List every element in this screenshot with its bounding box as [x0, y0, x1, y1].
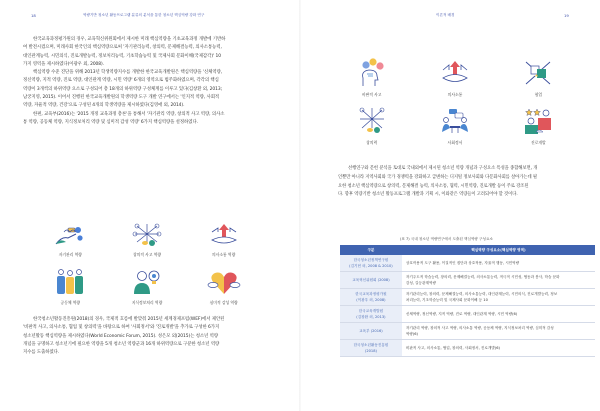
running-header: 이론적 배경 — [436, 13, 455, 17]
social-emotional-icon — [440, 106, 470, 136]
self-management-icon — [54, 222, 86, 248]
text-line: 청소년활동 핵심역량을 제시하였다(World Economic Forum, 2015). 성은모 외(2015)는 청소년 역량 — [23, 333, 219, 339]
critical-thinking-icon — [357, 58, 387, 88]
icon-label: 의사소통 — [447, 92, 463, 97]
text-line: 여 발전시켰으며, 미래사회 한국인의 핵심역량으로써 '자기관리능력, 창의력, 문제해결능력, 의사소통능력, — [23, 45, 222, 51]
icon-item — [330, 106, 413, 146]
right-page — [300, 0, 600, 411]
icon-label: 진로개발 — [530, 140, 546, 145]
value-line: 감성, 갈등관계역량 — [405, 281, 436, 285]
text-line: 다. 향후 역량기반 청소년 활동프로그램 개발과 기획 시, 이와같은 역량들이 고려되어야 할 것이다. — [338, 192, 518, 198]
icon-label: 사회정서 — [447, 140, 463, 145]
source-cell — [340, 289, 402, 306]
table-row — [340, 255, 595, 272]
value-line: 자기관리 역량, 창의적 사고 역량, 의사소통 역량, 공동체 역량, 지식정보처리 역량, 심미적 감성 — [405, 326, 554, 330]
icon-item — [497, 106, 580, 146]
value-cell — [402, 272, 595, 289]
value-line: 처리능력, 기초학습능력 및 국제사회 문화이해 등 10 — [405, 298, 488, 302]
table-row — [340, 272, 595, 289]
icon-item — [32, 268, 109, 306]
creativity-icon — [357, 106, 387, 136]
running-header: 역량기반 청소년 활동프로그램 분류의 분석을 통한 청소년 핵심역량 강화 연구 — [83, 13, 205, 17]
text-line: 역량이 3개씩의 하위역량 요소로 구성되어 총 18개의 하위역량 구성체계를 이루고 있다(김창환 외, 2013; — [23, 86, 223, 92]
icon-label: 창의적 사고 역량 — [132, 252, 162, 257]
knowledge-processing-icon — [131, 268, 163, 296]
source-cell — [340, 323, 402, 340]
communication-icon — [208, 222, 240, 248]
source-line: (김창환 외, 2013) — [356, 315, 386, 319]
table-row — [340, 306, 595, 323]
text-line: 요한 청소년 핵심역량으로 창의력, 문제해결 능력, 의사소통, 협력, 시민역량, 진로개발 등이 주로 강조된 — [338, 183, 529, 189]
core-competency-icon-grid — [330, 58, 580, 146]
page-number: 19 — [564, 13, 569, 18]
table-row — [340, 323, 595, 340]
table-caption: (표 7) 국내 청소년 역량연구에서 도출된 핵심역량 구성요소 — [400, 237, 493, 241]
icon-item — [32, 222, 109, 258]
value-cell — [402, 306, 595, 323]
competency-table — [340, 245, 595, 357]
table-row — [340, 289, 595, 306]
body-text-top — [23, 36, 225, 127]
text-line: 남궁지영, 2015). 이어서 진행된 한국교육개발원의 학생역량 도구 개발 연구에서는 '인지적 역량, 사회적 — [23, 95, 220, 101]
communication-icon — [440, 58, 470, 88]
table-row — [340, 340, 595, 357]
column-header: 핵심역량 구성요소(핵심역량 영역) — [402, 245, 595, 255]
text-line: 지수를 도출하였다. — [23, 350, 60, 356]
text-line: 한국청소년활동진흥원(2018)의 경우, 국제적 흐름에 발맞춰 2015년 세계경제포럼(WEF)에서 제안된 — [33, 317, 225, 322]
source-cell — [340, 272, 402, 289]
body-text-bottom — [23, 316, 224, 357]
icon-item — [497, 58, 580, 98]
value-line: 신체역량, 정신역량, 지적 역량, 진로 역량, 대인관계 역량, 시민 역량(6) — [405, 312, 518, 316]
text-line: 대인관계능력, 시민의식, 진로개발능력, 정보처리능력, 기초학습능력 및 국제사회 문화이해(국제감각)' 10 — [23, 53, 221, 59]
icon-label: 지식정보처리 역량 — [131, 300, 163, 305]
icon-label: 창의력 — [366, 140, 378, 145]
icon-label: 비판적 사고 — [361, 92, 382, 97]
text-line: 한편, 교육부(2016)는 '2015 개정 교육과정 총론'을 통해서 '자기관리 역량, 창의적 사고 역량, 의사소 — [33, 111, 225, 117]
column-header: 구분 — [340, 245, 402, 255]
icon-label: 의사소통 역량 — [212, 252, 236, 257]
source-line: 교육부 (2016) — [359, 329, 383, 333]
icon-label: 자기관리 역량 — [58, 252, 82, 257]
text-line: 선행연구와 문헌 분석을 토대로 국내외에서 제시된 청소년 역량 개념과 구성요소 특성을 종합해보면, 개 — [348, 166, 538, 171]
body-text — [338, 165, 537, 200]
source-cell — [340, 340, 402, 357]
source-line: 한국청소년활동진흥원 — [353, 343, 389, 347]
source-line: 한국교육과정평가원 — [355, 292, 387, 296]
source-line: 교육혁신위원회 (2008) — [352, 278, 390, 282]
value-line: 비판적 사고, 의사소통, 협업, 창의력, 사회정서, 진로개발(6) — [405, 346, 500, 350]
value-line: 역량(6) — [405, 332, 418, 336]
icon-label: 심미적 감성 역량 — [209, 300, 238, 305]
source-cell — [340, 255, 402, 272]
text-line: '비판적 사고, 의사소통, 협업 및 창의력'을 바탕으로 하여 '사회정서'와 '진로개발'을 추가로 구성한 6가지 — [23, 325, 220, 331]
source-line: 한국교육개발원 — [358, 309, 384, 313]
text-line: 정신역량, 지적 역량, 진로 역량, 대인관계 역량, 시민 역량' 6개의 영역으로 범주화하였으며, 각각의 핵심 — [23, 78, 219, 84]
text-line: 역량, 자율적 역량, 건강'으로 구성된 4개의 학생역량을 제시하였다(김영애 외, 2014). — [23, 103, 185, 109]
source-line: (김기헌 외, 2008 & 2010) — [349, 264, 393, 268]
icon-item — [185, 222, 262, 258]
icon-item — [109, 268, 186, 306]
source-cell — [340, 306, 402, 323]
value-cell — [402, 340, 595, 357]
text-line: 인뿐만 아니라 지역사회와 국가 경쟁력을 강화하고 급변하는 디지털 정보사회와 다문화사회를 살아가는데 필 — [338, 174, 538, 180]
creative-thinking-icon — [131, 222, 163, 248]
source-line: 한국청소년정책연구원 — [353, 258, 389, 262]
value-line: 자기관리능력, 창의력, 문제해결능력, 의사소통능력, 대인관계능력, 시민의식, 진로개발능력, 정보 — [405, 292, 558, 296]
text-line: 통 역량, 공동체 역량, 지식정보처리 역량 및 심미적 감성 역량' 6가지 핵심역량을 설정하였다. — [23, 119, 198, 125]
text-line: 가지 영역을 제시하였다(이광우 외, 2008). — [23, 61, 105, 67]
icon-label: 협업 — [534, 92, 542, 97]
value-cell — [402, 323, 595, 340]
source-line: (2018) — [364, 349, 377, 353]
aesthetic-sensitivity-icon — [207, 268, 241, 296]
collaboration-icon — [523, 58, 553, 88]
value-line: 상호작용적 도구 활용, 이질적인 집단과 상호작용, 자율적 행동, 시민역량 — [405, 261, 520, 265]
icon-item — [109, 222, 186, 258]
page-number: 18 — [31, 13, 36, 18]
text-line: 개념을 규명하고 청소년기에 필요한 역량을 5개 청소년 역량군과 16개 하위역량으로 구분한 청소년 역량 — [23, 341, 220, 347]
source-line: (이광우 외, 2008) — [356, 298, 386, 302]
icon-label: 공동체 역량 — [60, 300, 81, 305]
table-header-row — [340, 245, 595, 255]
career-development-icon — [523, 106, 553, 136]
value-line: 자기주도적 학습능력, 창의력, 문제해결능력, 의사소통능력, 적극적 시민성, 협동과 봉사, 학습 문화 — [405, 275, 560, 279]
text-line: 한국교육과정평가원의 경우, 교육혁신위원회에서 제시한 미래 핵심역량을 기초교육과정 개발에 기반하 — [33, 37, 226, 42]
competency-icon-grid — [32, 222, 262, 306]
icon-item — [185, 268, 262, 306]
value-cell — [402, 255, 595, 272]
text-line: 핵심역량 수준 진단을 위해 2013년 학생역량지수를 개발한 한국교육개발원은 핵심역량을 '신체역량, — [33, 70, 223, 76]
value-cell — [402, 289, 595, 306]
icon-item — [413, 106, 496, 146]
community-icon — [54, 268, 86, 296]
icon-item — [330, 58, 413, 98]
icon-item — [413, 58, 496, 98]
